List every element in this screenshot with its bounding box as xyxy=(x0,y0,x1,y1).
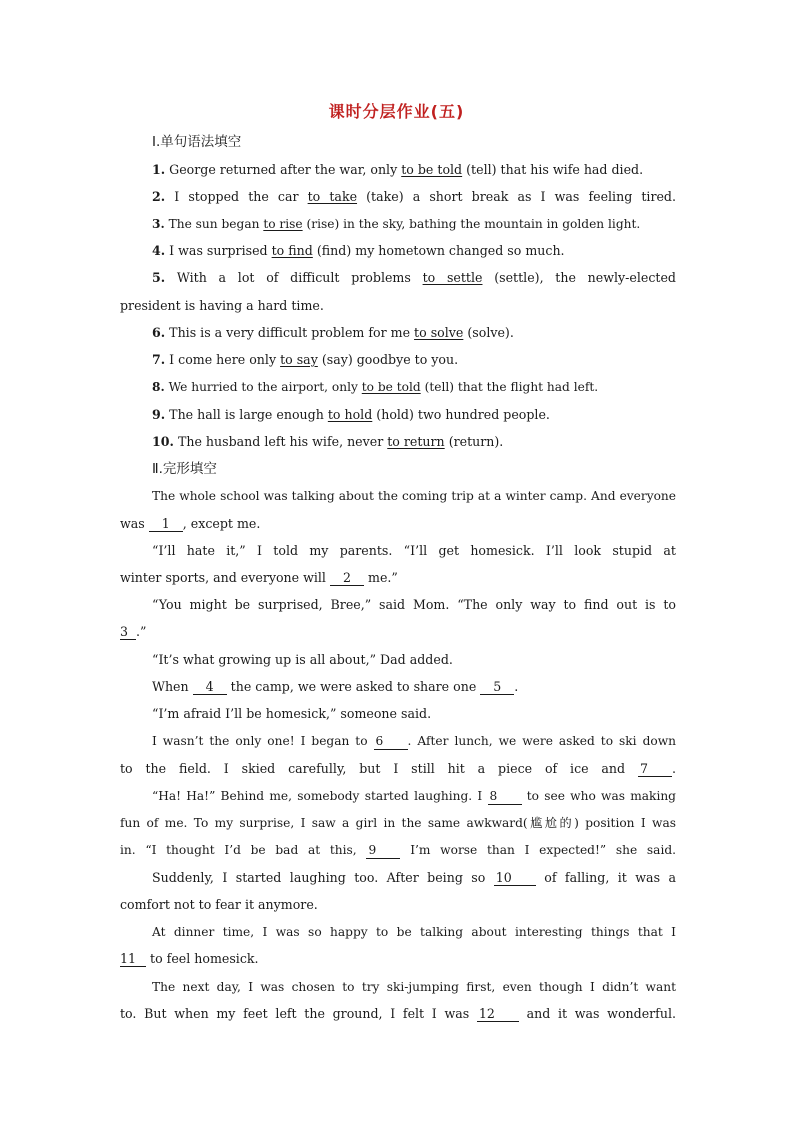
question-5-continued: president is having a hard time. xyxy=(120,298,324,313)
passage-line: 11 to feel homesick. xyxy=(120,951,259,966)
passage-line: “It’s what growing up is all about,” Dad added. xyxy=(152,652,453,667)
blank-6: 6 xyxy=(374,734,408,750)
passage-line: “I’ll hate it,” I told my parents. “I’ll get homesick. I’ll look stupid at xyxy=(152,543,676,558)
passage-line: 3 .” xyxy=(120,624,147,639)
blank-7: 7 xyxy=(638,761,672,777)
section-1-heading: Ⅰ.单句语法填空 xyxy=(152,134,242,150)
passage-line: was 1 , except me. xyxy=(120,516,261,531)
question-7: 7. I come here only to say (say) goodbye to you. xyxy=(152,352,459,367)
passage-line: “I’m afraid I’ll be homesick,” someone said. xyxy=(152,706,432,721)
answer: to be told xyxy=(361,380,421,394)
question-2: 2. I stopped the car to take (take) a short break as I was feeling tired. xyxy=(152,189,676,204)
passage-line: The whole school was talking about the coming trip at a winter camp. And everyone xyxy=(152,489,676,503)
question-3: 3. The sun began to rise (rise) in the sky, bathing the mountain in golden light. xyxy=(152,217,641,231)
passage-line: fun of me. To my surprise, I saw a girl in the same awkward(尴尬的) position I was xyxy=(120,816,676,830)
passage-line: I wasn’t the only one! I began to 6 . After lunch, we were asked to ski down xyxy=(152,734,676,748)
passage-line: “You might be surprised, Bree,” said Mom. “The only way to find out is to xyxy=(152,597,676,612)
passage-line: winter sports, and everyone will 2 me.” xyxy=(120,570,398,585)
answer: to rise xyxy=(263,217,303,231)
question-1: 1. George returned after the war, only to be told (tell) that his wife had died. xyxy=(152,162,644,177)
answer: to say xyxy=(280,352,318,367)
passage-line: Suddenly, I started laughing too. After being so 10 of falling, it was a xyxy=(152,870,676,885)
blank-12: 12 xyxy=(477,1006,519,1022)
answer: to take xyxy=(307,189,358,204)
blank-8: 8 xyxy=(488,789,522,805)
blank-3: 3 xyxy=(120,624,136,640)
question-8: 8. We hurried to the airport, only to be told (tell) that the flight had left. xyxy=(152,380,599,394)
answer: to solve xyxy=(414,325,464,340)
blank-2: 2 xyxy=(330,570,364,586)
blank-9: 9 xyxy=(366,843,400,859)
question-6: 6. This is a very difficult problem for me to solve (solve). xyxy=(152,325,514,340)
blank-1: 1 xyxy=(149,516,183,532)
passage-line: to the field. I skied carefully, but I still hit a piece of ice and 7 . xyxy=(120,761,676,776)
section-2-heading: Ⅱ.完形填空 xyxy=(152,461,217,477)
passage-line: At dinner time, I was so happy to be talking about interesting things that I xyxy=(152,925,676,939)
blank-10: 10 xyxy=(494,870,536,886)
question-4: 4. I was surprised to find (find) my hometown changed so much. xyxy=(152,243,565,258)
passage-line: comfort not to fear it anymore. xyxy=(120,897,318,912)
blank-4: 4 xyxy=(193,679,227,695)
question-10: 10. The husband left his wife, never to return (return). xyxy=(152,434,504,449)
question-9: 9. The hall is large enough to hold (hold) two hundred people. xyxy=(152,407,550,422)
blank-11: 11 xyxy=(120,951,146,967)
answer: to return xyxy=(387,434,445,449)
worksheet-title: 课时分层作业(五) xyxy=(328,102,465,121)
answer: to settle xyxy=(422,270,483,285)
question-5: 5. With a lot of difficult problems to settle (settle), the newly-elected xyxy=(152,270,676,285)
passage-line: to. But when my feet left the ground, I felt I was 12 and it was wonderful. xyxy=(120,1006,676,1021)
answer: to be told xyxy=(401,162,463,177)
passage-line: When 4 the camp, we were asked to share one 5 . xyxy=(152,679,519,694)
passage-line: in. “I thought I’d be bad at this, 9 I’m worse than I expected!” she said. xyxy=(120,843,677,857)
blank-5: 5 xyxy=(480,679,514,695)
passage-line: The next day, I was chosen to try ski-jumping first, even though I didn’t want xyxy=(152,980,676,994)
answer: to find xyxy=(271,243,313,258)
answer: to hold xyxy=(327,407,373,422)
passage-line: “Ha! Ha!” Behind me, somebody started laughing. I 8 to see who was making xyxy=(152,789,676,803)
